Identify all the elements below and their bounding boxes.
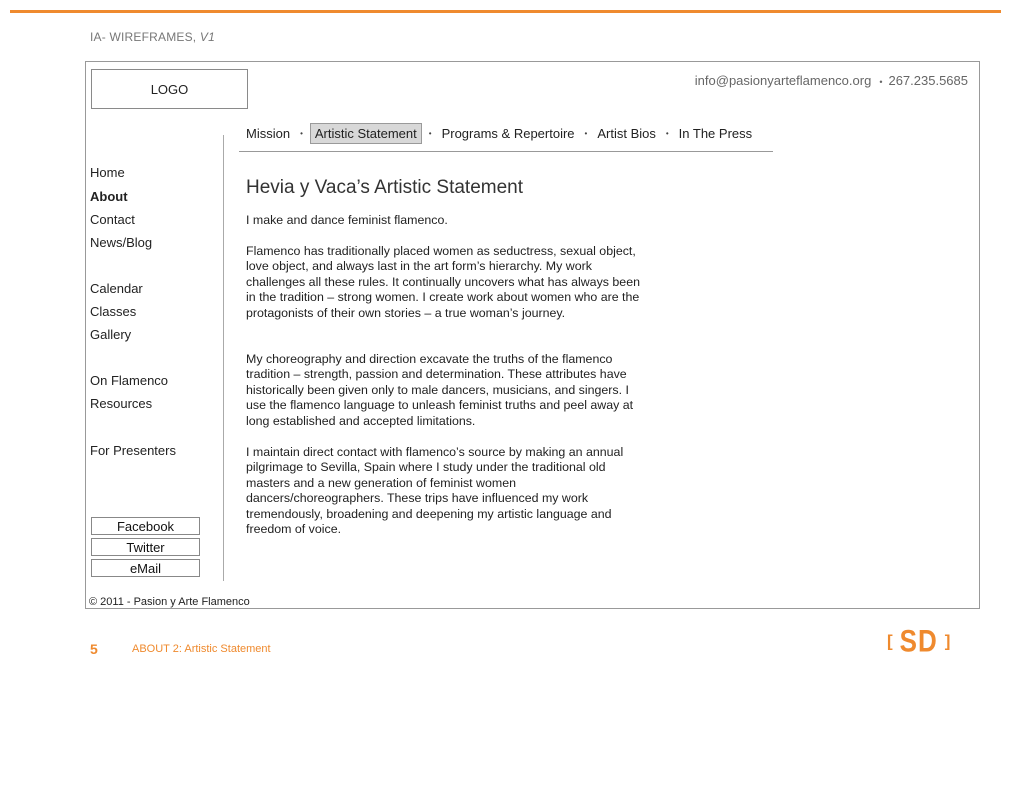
statement-paragraph-3: My choreography and direction excavate the truths of the flamenco tradition – strength, passion and determination. These attributes have historically been given only to male dancers, musicians, and singers. I use the flamenco language to unleash feminist truths and peel away at long established and accepted limitations. (246, 352, 634, 428)
sidebar-item-gallery[interactable]: Gallery (90, 327, 132, 342)
page-number: 5 (90, 641, 98, 657)
sidebar-item-calendar[interactable]: Calendar (90, 281, 143, 296)
sidebar-item-on-flamenco[interactable]: On Flamenco (90, 373, 169, 388)
page-title: Hevia y Vaca’s Artistic Statement (246, 177, 524, 198)
subnav-separator: • (300, 128, 303, 138)
sidebar-item-about[interactable]: About (90, 189, 128, 204)
subnav-item-in-the-press[interactable]: In The Press (678, 125, 753, 141)
sidebar-item-classes[interactable]: Classes (90, 304, 137, 319)
sd-brand-mark (887, 622, 951, 659)
subnav-separator: • (584, 128, 588, 138)
email-link[interactable]: info@pasionyarteflamenco.org (694, 73, 872, 88)
subnav-item-artistic-statement[interactable]: Artistic Statement (310, 123, 422, 144)
subnav-separator: • (665, 128, 669, 138)
page-caption: ABOUT 2: Artistic Statement (132, 643, 271, 655)
contact-separator: • (879, 76, 883, 87)
statement-paragraph-4: I maintain direct contact with flamenco’s source by making an annual pilgrimage to Sevilla, Spain where I study under the traditional old masters and a new generation of feminist women dancers/choreographers. These trips have influenced my work tremendously, broadening and deepening my artistic language and freedom of voice. (246, 445, 624, 537)
about-subnav (246, 123, 755, 143)
subnav-separator: • (428, 128, 432, 138)
sidebar-item-home[interactable]: Home (90, 165, 125, 180)
deck-version: V1 (199, 30, 215, 44)
facebook-button[interactable]: Facebook (91, 517, 200, 535)
top-accent-rule (10, 10, 1001, 13)
subnav-item-programs-repertoire[interactable]: Programs & Repertoire (441, 125, 575, 141)
phone-number: 267.235.5685 (888, 73, 968, 88)
brand-open-bracket: [ (887, 631, 893, 651)
sidebar-item-news-blog[interactable]: News/Blog (90, 235, 153, 250)
subnav-item-mission[interactable]: Mission (246, 125, 291, 141)
deck-title (90, 30, 215, 44)
brand-close-bracket: ] (944, 631, 951, 651)
copyright: © 2011 - Pasion y Arte Flamenco (89, 596, 250, 608)
subnav-divider (239, 151, 773, 152)
logo-placeholder[interactable] (91, 69, 248, 109)
subnav-item-artist-bios[interactable]: Artist Bios (597, 125, 656, 141)
statement-paragraph-2: Flamenco has traditionally placed women as seductress, sexual object, love object, and always last in the art form’s hierarchy. My work challenges all these rules. It continually uncovers what has always been in the tradition – strong women. I create work about women who are the protagonists of their own stories – a true woman’s journey. (246, 244, 640, 320)
sidebar-item-resources[interactable]: Resources (90, 396, 153, 411)
twitter-button[interactable]: Twitter (91, 538, 200, 556)
email-button[interactable]: eMail (91, 559, 200, 577)
sidebar-item-for-presenters[interactable]: For Presenters (90, 443, 176, 458)
sidebar-item-contact[interactable]: Contact (90, 212, 135, 227)
statement-paragraph-1: I make and dance feminist flamenco. (246, 213, 448, 227)
sidebar-divider (223, 135, 224, 581)
logo-text: LOGO (150, 81, 189, 97)
contact-bar (695, 73, 968, 88)
deck-title-text: IA- WIREFRAMES, (90, 30, 200, 44)
brand-text: SD (899, 622, 938, 659)
